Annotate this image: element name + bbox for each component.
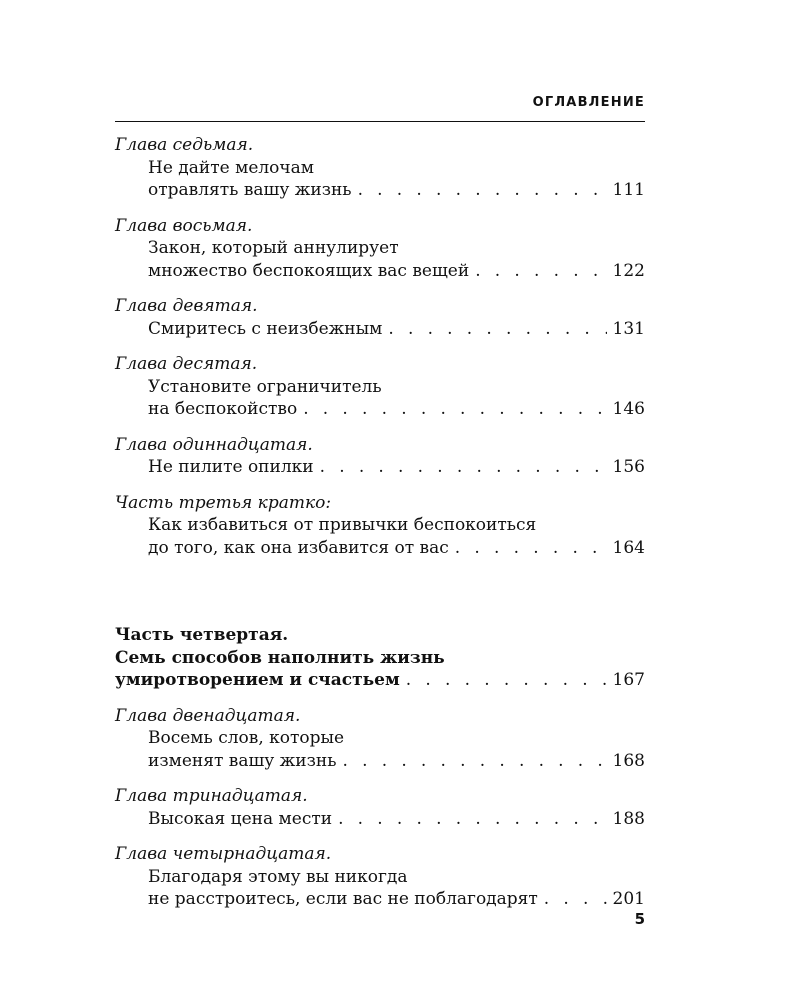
entry-title-line: Восемь слов, которые xyxy=(148,728,345,748)
entry-title-line: Установите ограничитель xyxy=(148,376,382,397)
entry-title-line: Смиритесь с неизбежным xyxy=(148,318,383,339)
dot-leader xyxy=(455,537,607,560)
part-heading: Часть четвертая. xyxy=(115,625,289,645)
page-number: 168 xyxy=(612,750,645,771)
entry-leader-line xyxy=(115,398,645,421)
entry-title-line: изменят вашу жизнь xyxy=(148,750,337,771)
page-number: 131 xyxy=(612,318,645,339)
entry-title-line: до того, как она избавится от вас xyxy=(148,537,449,558)
entry-leader-line xyxy=(115,179,645,202)
entry-title-line: не расстроитесь, если вас не поблагодарят xyxy=(148,889,538,909)
entry-title-line: множество беспокоящих вас вещей xyxy=(148,260,470,281)
part-heading: умиротворением и счастьем xyxy=(115,670,400,690)
entry-title-line: Закон, который аннулирует xyxy=(148,238,399,258)
toc-entry-chapter-7 xyxy=(115,134,645,202)
entry-leader-line xyxy=(115,260,645,283)
entry-leader-line xyxy=(115,537,645,560)
chapter-heading: Глава десятая. xyxy=(115,354,258,374)
table-of-contents xyxy=(115,134,645,911)
toc-entry-chapter-12 xyxy=(115,705,645,773)
page-number: 156 xyxy=(612,457,645,477)
entry-leader-line xyxy=(115,888,645,911)
toc-entry-chapter-8 xyxy=(115,215,645,283)
header-rule xyxy=(115,121,645,122)
chapter-heading: Глава седьмая. xyxy=(115,135,254,155)
page-number: 164 xyxy=(612,537,645,558)
chapter-heading: Глава двенадцатая. xyxy=(115,705,301,726)
entry-leader-line xyxy=(115,808,645,831)
toc-entry-part-4 xyxy=(115,624,645,692)
toc-entry-chapter-11 xyxy=(115,434,645,479)
toc-entry-chapter-13 xyxy=(115,785,645,830)
page-number: 122 xyxy=(612,260,645,281)
entry-title-line: отравлять вашу жизнь xyxy=(148,180,352,200)
part-heading: Семь способов наполнить жизнь xyxy=(115,647,445,668)
dot-leader xyxy=(544,888,607,911)
chapter-heading: Глава одиннадцатая. xyxy=(115,434,313,455)
entry-leader-line xyxy=(115,750,645,773)
page-number: 146 xyxy=(612,399,645,419)
dot-leader xyxy=(320,456,607,479)
page-number: 201 xyxy=(612,889,645,909)
entry-title-line: Не дайте мелочам xyxy=(148,157,315,178)
entry-leader-line xyxy=(115,318,645,341)
chapter-heading: Часть третья кратко: xyxy=(115,492,332,513)
toc-entry-chapter-14 xyxy=(115,843,645,911)
entry-leader-line xyxy=(115,456,645,479)
entry-title-line: Как избавиться от привычки беспокоиться xyxy=(148,515,537,535)
toc-entry-chapter-10 xyxy=(115,353,645,421)
entry-title-line: на беспокойство xyxy=(148,399,298,419)
book-page xyxy=(115,0,645,1000)
chapter-heading: Глава тринадцатая. xyxy=(115,786,308,806)
running-head: ОГЛАВЛЕНИЕ xyxy=(532,95,645,110)
chapter-heading: Глава четырнадцатая. xyxy=(115,844,332,864)
dot-leader xyxy=(343,750,607,773)
entry-title-line: Благодаря этому вы никогда xyxy=(148,866,408,887)
page-number: 188 xyxy=(612,808,645,829)
toc-entry-chapter-9 xyxy=(115,295,645,340)
dot-leader xyxy=(388,318,606,341)
chapter-heading: Глава восьмая. xyxy=(115,215,253,236)
page-number-footer: 5 xyxy=(634,910,645,928)
dot-leader xyxy=(303,398,606,421)
dot-leader xyxy=(338,808,606,831)
page-number: 111 xyxy=(612,180,645,200)
entry-title-line: Высокая цена мести xyxy=(148,808,333,829)
dot-leader xyxy=(475,260,606,283)
dot-leader xyxy=(358,179,607,202)
chapter-heading: Глава девятая. xyxy=(115,296,258,316)
entry-title-line: Не пилите опилки xyxy=(148,457,314,477)
page-number: 167 xyxy=(612,670,645,690)
toc-entry-part-3-summary xyxy=(115,492,645,560)
entry-leader-line xyxy=(115,669,645,692)
dot-leader xyxy=(406,669,607,692)
